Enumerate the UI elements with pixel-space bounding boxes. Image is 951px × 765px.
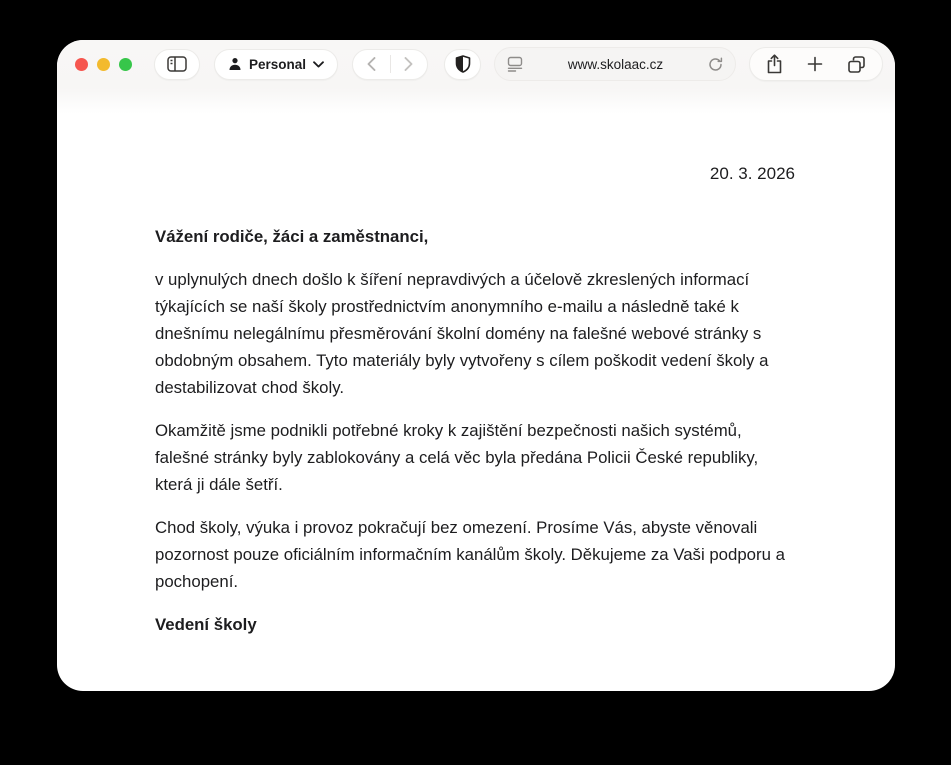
tab-overview-button[interactable] (847, 55, 866, 74)
letter-paragraph: v uplynulých dnech došlo k šíření nepravdivých a účelově zkreslených informací týkajících se naší školy prostřednictvím anonymního e-mailu a následně také k dnešnímu nelegálnímu přesměrování školní domény na falešné webové stránky s obdobným obsahem. Tyto materiály byly vytvořeny s cílem poškodit vedení školy a destabilizovat chod školy. (155, 270, 769, 397)
letter-paragraph: Okamžitě jsme podnikli potřebné kroky k zajištění bezpečnosti našich systémů, falešné stránky byly zablokovány a celá věc byla předána Policii České republiky, která ji dále šetří. (155, 421, 759, 494)
letter-paragraph: Chod školy, výuka i provoz pokračují bez omezení. Prosíme Vás, abyste věnovali pozornost pouze oficiálním informačním kanálům školy. Děkujeme za Vaši podporu a pochopení. (155, 518, 785, 591)
chevron-down-icon (313, 61, 324, 68)
address-bar[interactable] (494, 47, 736, 81)
page-format-icon[interactable] (507, 56, 523, 72)
privacy-report-button[interactable] (444, 49, 481, 80)
toolbar-fade (57, 88, 895, 114)
share-icon (766, 54, 783, 74)
letter-date: 20. 3. 2026 (709, 164, 795, 183)
forward-button[interactable] (391, 50, 428, 79)
history-nav (352, 49, 428, 80)
sidebar-toggle-button[interactable] (154, 49, 200, 80)
minimize-window-button[interactable] (97, 58, 110, 71)
person-icon (228, 57, 242, 71)
letter-body (155, 223, 795, 638)
url-text[interactable]: www.skolaac.cz (567, 56, 664, 72)
webpage-content (57, 114, 895, 638)
toolbar-actions (749, 47, 883, 81)
shield-icon (455, 55, 471, 73)
reload-icon[interactable] (708, 57, 723, 72)
plus-icon (807, 56, 823, 72)
letter-signoff: Vedení školy (155, 615, 257, 634)
browser-window (57, 40, 895, 691)
chevron-left-icon (367, 57, 376, 71)
profile-button[interactable] (214, 49, 338, 80)
chevron-right-icon (404, 57, 413, 71)
share-button[interactable] (766, 54, 783, 74)
zoom-window-button[interactable] (119, 58, 132, 71)
sidebar-icon (167, 56, 187, 72)
browser-toolbar (57, 40, 895, 88)
letter-salutation: Vážení rodiče, žáci a zaměstnanci, (155, 227, 429, 246)
new-tab-button[interactable] (807, 56, 823, 72)
profile-label: Personal (249, 56, 307, 72)
back-button[interactable] (353, 50, 390, 79)
close-window-button[interactable] (75, 58, 88, 71)
window-controls (75, 58, 132, 71)
tab-overview-icon (847, 55, 866, 74)
